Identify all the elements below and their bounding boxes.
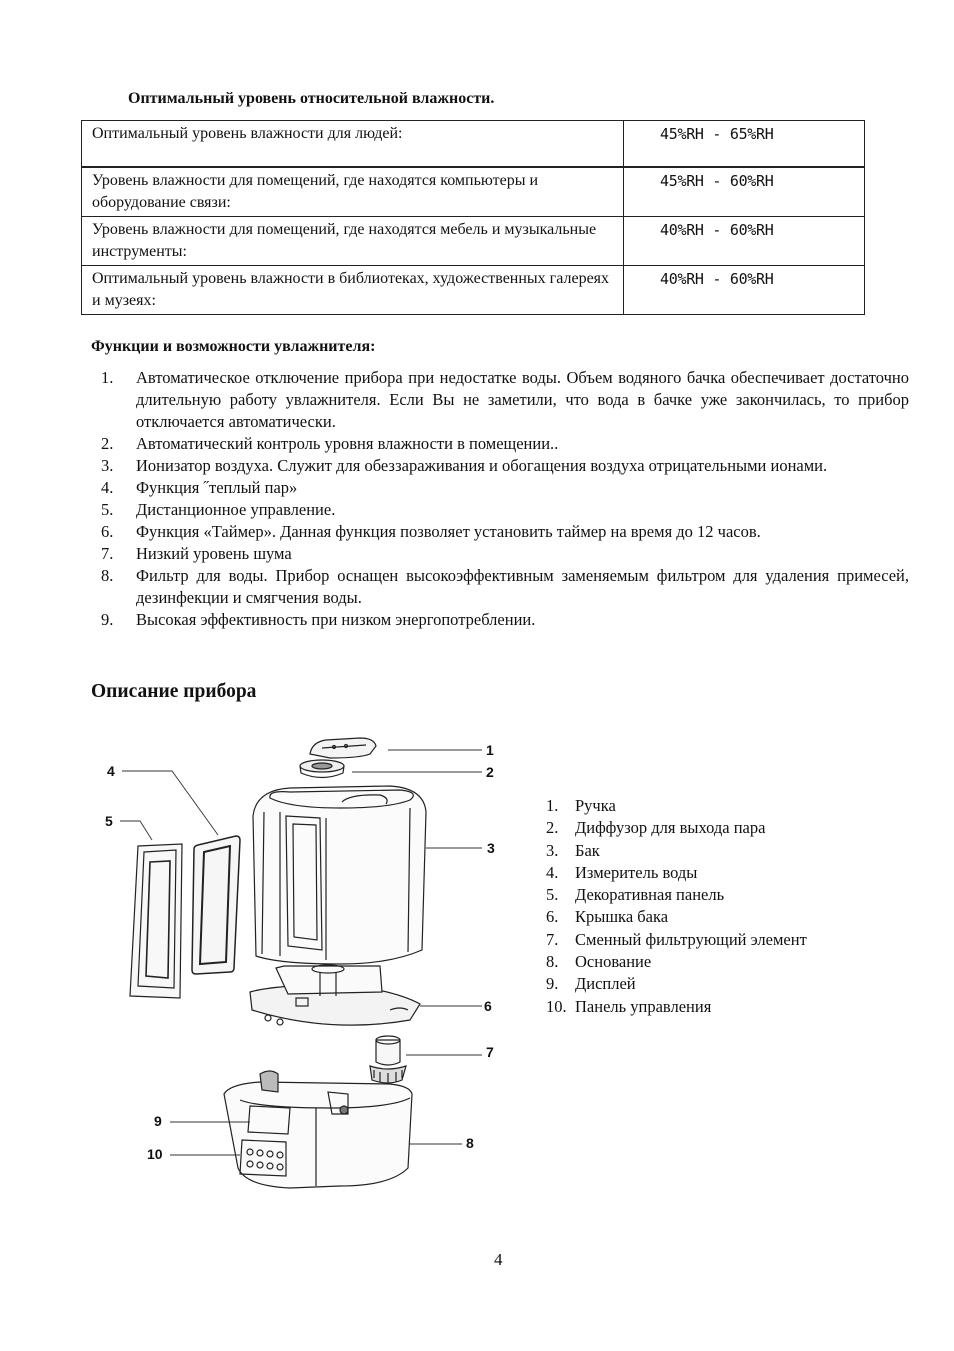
list-item [546,795,807,817]
list-item-text: Автоматическое отключение прибора при недостатке воды. Объем водяного бачка обеспечивает достаточно длительную работу увлажнителя. Если Вы не заметили, что вода в бачке уже закончилась, то прибор отключается автоматически. [136,368,909,431]
list-item-number: 8. [101,566,114,585]
list-item-number: 10. [546,996,567,1016]
table-cell-description: Уровень влажности для помещений, где находятся мебель и музыкальные инструменты: [82,217,624,266]
list-item-number: 7. [546,929,559,949]
list-item-number: 1. [101,368,114,387]
list-item-number: 6. [101,522,114,541]
table-cell-description: Уровень влажности для помещений, где находятся компьютеры и оборудование связи: [82,167,624,217]
exploded-diagram [90,728,510,1198]
table-row [82,266,865,315]
list-item-text: Сменный фильтрующий элемент [575,929,807,949]
list-item-text: Фильтр для воды. Прибор оснащен высокоэффективным заменяемым фильтром для удаления примесей, дезинфекции и смягчения воды. [136,566,909,607]
features-list [91,367,909,631]
callout-number: 6 [484,998,492,1014]
list-item-text: Функция ˝теплый пар» [136,478,298,497]
list-item-number: 3. [101,456,114,475]
list-item-text: Дистанционное управление. [136,500,336,519]
list-item-number: 1. [546,796,559,815]
parts-list [546,795,807,1018]
handle-part [310,738,376,758]
list-item-text: Диффузор для выхода пара [575,818,766,838]
list-item [546,973,807,995]
callout-number: 10 [147,1146,163,1162]
features-title: Функции и возможности увлажнителя: [91,338,376,355]
list-item-text: Ручка [575,796,616,815]
table-cell-value: 45%RH - 65%RH [624,121,865,168]
list-item [546,906,807,928]
callout-number: 1 [486,742,494,758]
list-item [91,367,909,433]
list-item-text: Высокая эффективность при низком энергопотреблении. [136,610,536,629]
table-row [82,121,865,168]
list-item [91,499,909,521]
table-row [82,167,865,217]
diffuser-part [300,760,344,778]
list-item [91,455,909,477]
table-cell-description: Оптимальный уровень влажности в библиотеках, художественных галереях и музеях: [82,266,624,315]
callout-number: 8 [466,1135,474,1151]
list-item-text: Ионизатор воздуха. Служит для обеззараживания и обогащения воздуха отрицательными ионами. [136,456,828,475]
list-item [91,521,909,543]
table-title: Оптимальный уровень относительной влажности. [128,90,495,107]
list-item-text: Функция «Таймер». Данная функция позволяет установить таймер на время до 12 часов. [136,522,761,541]
list-item-number: 9. [101,610,114,629]
list-item [91,609,909,631]
list-item-text: Измеритель воды [575,862,698,882]
list-item [91,543,909,565]
list-item [91,433,909,455]
page-number: 4 [494,1250,503,1269]
table-cell-description: Оптимальный уровень влажности для людей: [82,121,624,168]
callout-number: 5 [105,813,113,829]
callout-number: 3 [487,840,495,856]
list-item-text: Низкий уровень шума [136,544,292,563]
list-item-number: 5. [546,885,559,905]
list-item-number: 8. [546,952,559,972]
list-item [546,929,807,951]
list-item-number: 4. [101,478,114,497]
filter-part [370,1036,406,1084]
list-item [91,477,909,499]
list-item-number: 7. [101,544,114,563]
callout-number: 4 [107,763,115,779]
humidity-table [81,120,865,315]
list-item-number: 3. [546,840,559,860]
callout-number: 7 [486,1044,494,1060]
list-item-number: 5. [101,500,114,519]
list-item-number: 2. [101,434,114,453]
list-item-text: Панель управления [575,996,712,1016]
list-item [546,817,807,839]
list-item-text: Декоративная панель [575,885,725,905]
tank-cover-part [250,965,420,1025]
table-cell-value: 45%RH - 60%RH [624,167,865,217]
list-item [546,884,807,906]
list-item-number: 4. [546,862,559,882]
table-cell-value: 40%RH - 60%RH [624,217,865,266]
list-item-text: Автоматический контроль уровня влажности в помещении.. [136,434,559,453]
list-item-text: Основание [575,952,652,972]
list-item-number: 9. [546,974,559,994]
list-item [91,565,909,609]
table-row [82,217,865,266]
tank-part [253,786,426,964]
description-title: Описание прибора [91,681,257,702]
callout-number: 2 [486,764,494,780]
base-part [224,1071,412,1188]
list-item-number: 6. [546,907,559,927]
list-item-text: Бак [575,840,600,860]
table-cell-value: 40%RH - 60%RH [624,266,865,315]
list-item [546,996,807,1018]
list-item-text: Дисплей [575,974,636,994]
callout-number: 9 [154,1113,162,1129]
water-meter-part [192,836,240,974]
list-item [546,840,807,862]
list-item-text: Крышка бака [575,907,669,927]
list-item [546,951,807,973]
list-item [546,862,807,884]
decorative-panel-part [130,844,182,998]
list-item-number: 2. [546,818,559,838]
